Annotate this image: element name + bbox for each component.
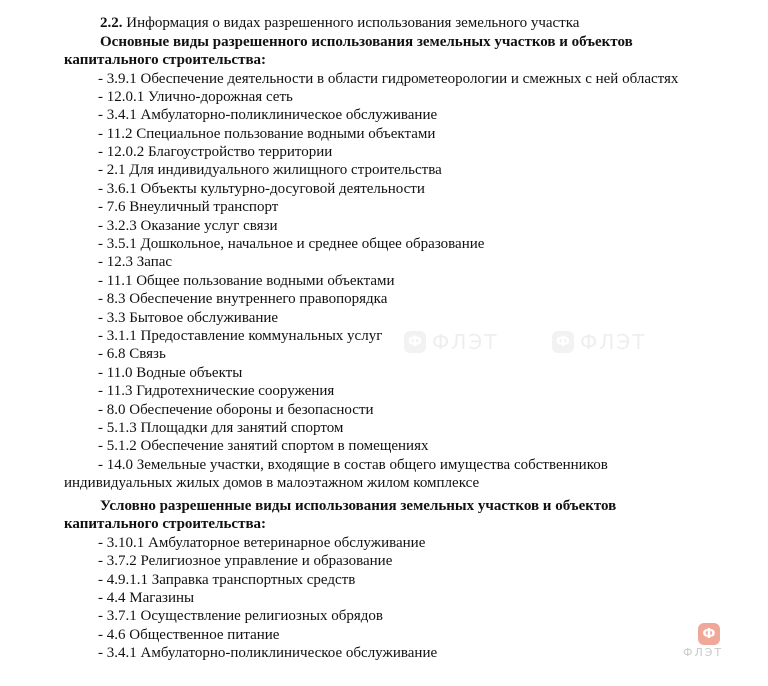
list-item: - 3.3 Бытовое обслуживание bbox=[98, 310, 279, 326]
list-item: - 4.4 Магазины bbox=[98, 590, 195, 606]
list-item: - 3.7.1 Осуществление религиозных обрядов bbox=[98, 608, 383, 624]
main-uses-heading-cont: капитального строительства: bbox=[64, 52, 267, 68]
list-item: - 3.4.1 Амбулаторно-поликлиническое обслуживание bbox=[98, 645, 438, 661]
list-item: - 6.8 Связь bbox=[98, 346, 166, 362]
list-item: - 5.1.2 Обеспечение занятий спортом в помещениях bbox=[98, 438, 429, 454]
list-item: - 3.2.3 Оказание услуг связи bbox=[98, 218, 278, 234]
watermark-text: ФЛЭТ bbox=[580, 330, 647, 354]
list-item: - 12.0.2 Благоустройство территории bbox=[98, 144, 333, 160]
list-item: - 4.9.1.1 Заправка транспортных средств bbox=[98, 572, 356, 588]
list-item: - 14.0 Земельные участки, входящие в состав общего имущества собственников bbox=[98, 457, 608, 473]
watermark-logo-icon: Ф bbox=[552, 331, 574, 353]
conditional-uses-heading-cont: капитального строительства: bbox=[64, 516, 267, 532]
list-item: - 3.1.1 Предоставление коммунальных услуг bbox=[98, 328, 383, 344]
list-item: - 3.7.2 Религиозное управление и образование bbox=[98, 553, 393, 569]
section-title: Информация о видах разрешенного использования земельного участка bbox=[126, 15, 580, 31]
watermark-logo-icon: Ф bbox=[404, 331, 426, 353]
list-item: - 2.1 Для индивидуального жилищного строительства bbox=[98, 162, 442, 178]
brand-logo-icon: Ф bbox=[698, 623, 720, 645]
section-header bbox=[100, 14, 579, 32]
list-item: - 3.9.1 Обеспечение деятельности в области гидрометеорологии и смежных с ней областях bbox=[98, 71, 679, 87]
section-number: 2.2. bbox=[100, 15, 123, 31]
list-item: - 3.10.1 Амбулаторное ветеринарное обслуживание bbox=[98, 535, 426, 551]
list-item: - 3.5.1 Дошкольное, начальное и среднее общее образование bbox=[98, 236, 485, 252]
list-item: - 8.0 Обеспечение обороны и безопасности bbox=[98, 402, 374, 418]
list-item-continuation: индивидуальных жилых домов в малоэтажном жилом комплексе bbox=[64, 475, 480, 491]
list-item: - 12.3 Запас bbox=[98, 254, 173, 270]
main-uses-heading: Основные виды разрешенного использования земельных участков и объектов bbox=[100, 34, 633, 50]
list-item: - 3.6.1 Объекты культурно-досуговой деятельности bbox=[98, 181, 425, 197]
list-item: - 4.6 Общественное питание bbox=[98, 627, 280, 643]
list-item: - 5.1.3 Площадки для занятий спортом bbox=[98, 420, 344, 436]
list-item: - 7.6 Внеуличный транспорт bbox=[98, 199, 279, 215]
watermark bbox=[552, 330, 646, 354]
list-item: - 11.0 Водные объекты bbox=[98, 365, 243, 381]
list-item: - 8.3 Обеспечение внутреннего правопорядка bbox=[98, 291, 388, 307]
watermark bbox=[404, 330, 498, 354]
conditional-uses-heading: Условно разрешенные виды использования земельных участков и объектов bbox=[100, 498, 617, 514]
list-item: - 11.1 Общее пользование водными объектами bbox=[98, 273, 395, 289]
list-item: - 11.2 Специальное пользование водными объектами bbox=[98, 126, 436, 142]
brand-text: ФЛЭТ bbox=[683, 646, 724, 659]
list-item: - 11.3 Гидротехнические сооружения bbox=[98, 383, 335, 399]
list-item: - 3.4.1 Амбулаторно-поликлиническое обслуживание bbox=[98, 107, 438, 123]
list-item: - 12.0.1 Улично-дорожная сеть bbox=[98, 89, 293, 105]
watermark-text: ФЛЭТ bbox=[432, 330, 499, 354]
